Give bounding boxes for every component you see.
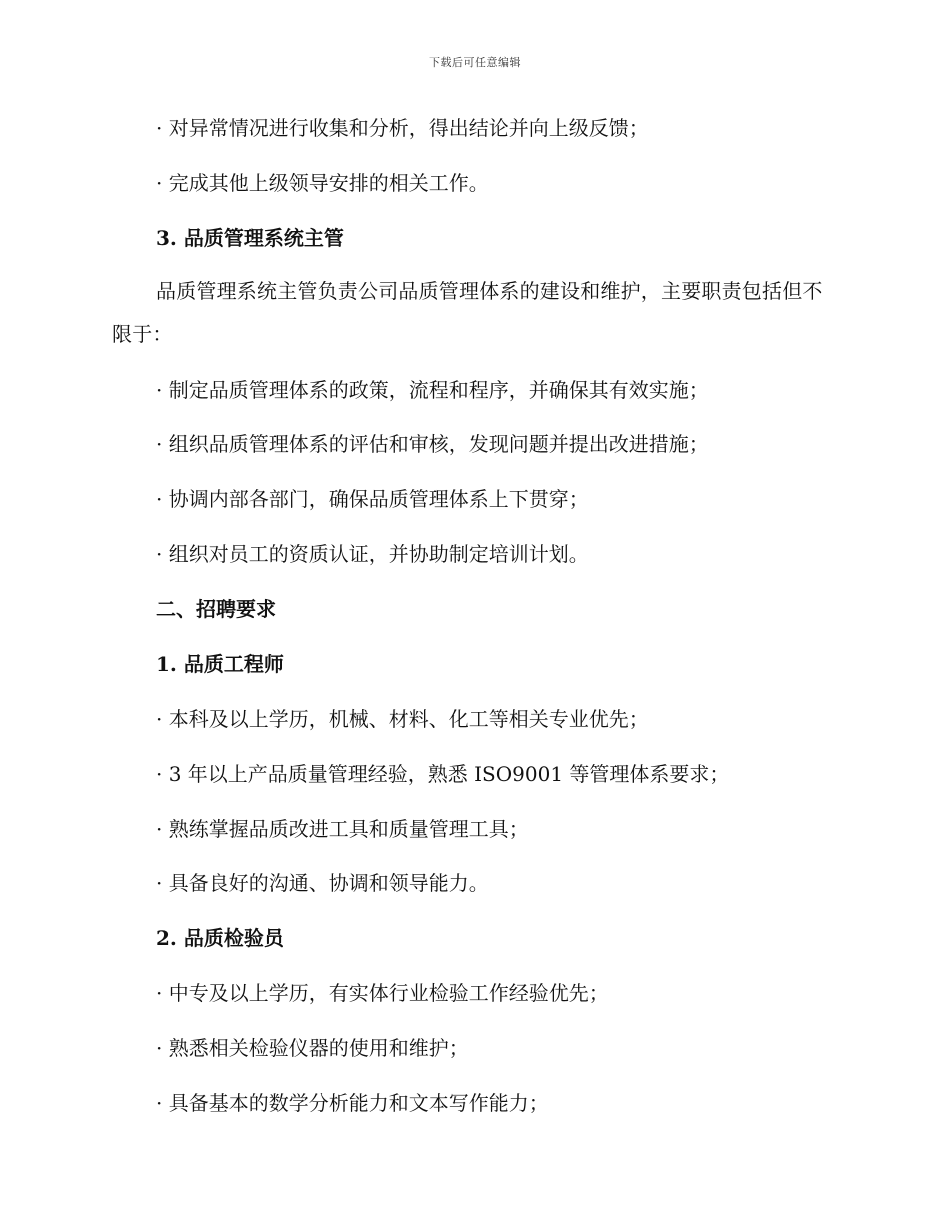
bullet-item: · 熟练掌握品质改进工具和质量管理工具；	[156, 817, 529, 841]
bullet-item: · 对异常情况进行收集和分析，得出结论并向上级反馈；	[156, 116, 649, 140]
bullet-item: · 完成其他上级领导安排的相关工作。	[156, 171, 489, 195]
bullet-item: · 制定品质管理体系的政策，流程和程序，并确保其有效实施；	[156, 378, 709, 402]
subsection-heading: 1. 品质工程师	[156, 652, 284, 676]
bullet-item: · 中专及以上学历，有实体行业检验工作经验优先；	[156, 981, 609, 1005]
bullet-item: · 具备基本的数学分析能力和文本写作能力；	[156, 1091, 549, 1115]
bullet-item: · 熟悉相关检验仪器的使用和维护；	[156, 1036, 469, 1060]
subsection-heading: 2. 品质检验员	[156, 926, 284, 950]
page-header: 下载后可任意编辑	[429, 56, 521, 69]
bullet-item: · 组织品质管理体系的评估和审核，发现问题并提出改进措施；	[156, 432, 709, 456]
bullet-item: · 本科及以上学历，机械、材料、化工等相关专业优先；	[156, 707, 649, 731]
body-paragraph: 品质管理系统主管负责公司品质管理体系的建设和维护，主要职责包括但不限于：	[112, 279, 823, 346]
section-heading: 二、招聘要求	[156, 597, 276, 621]
section-heading: 3. 品质管理系统主管	[156, 226, 344, 250]
bullet-item: · 组织对员工的资质认证，并协助制定培训计划。	[156, 542, 589, 566]
bullet-item: · 具备良好的沟通、协调和领导能力。	[156, 871, 489, 895]
bullet-item: · 3 年以上产品质量管理经验，熟悉 ISO9001 等管理体系要求；	[156, 762, 730, 786]
bullet-item: · 协调内部各部门，确保品质管理体系上下贯穿；	[156, 487, 589, 511]
